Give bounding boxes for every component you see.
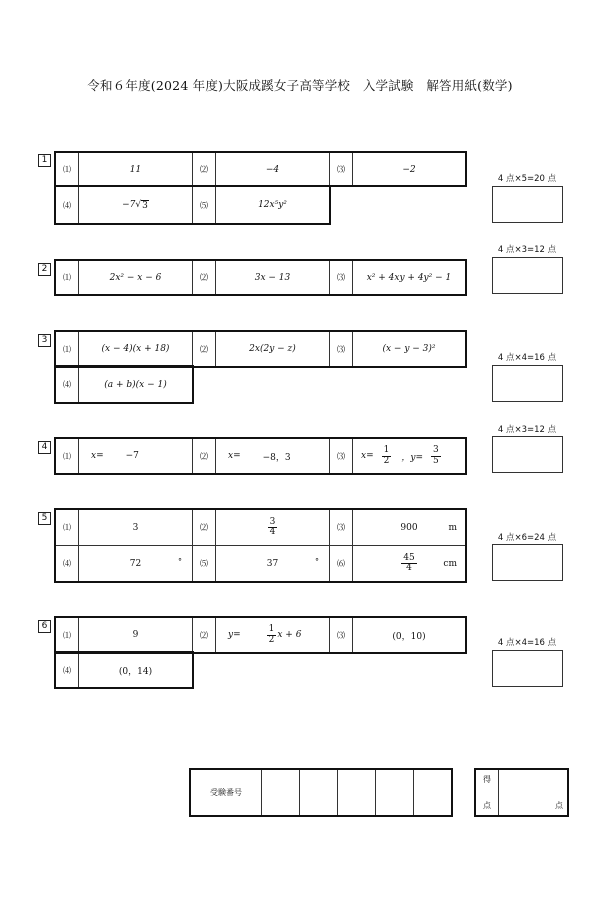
answer-6-2-rest: x + 6 <box>277 630 302 640</box>
score-allocation: 4 点×3=12 点 <box>497 425 557 435</box>
exam-number-label-cell <box>190 769 262 816</box>
label-3: ⑶ <box>329 331 353 367</box>
answer-5-3-value: 900 <box>400 522 418 533</box>
question-number: 5 <box>38 512 51 525</box>
answer-1-3: −2 <box>352 152 466 187</box>
total-score-unit: 点 <box>555 801 563 810</box>
answer-2-2: 3x − 13 <box>215 260 330 295</box>
answer-1-5: 12x⁵y² <box>215 186 330 224</box>
label-1: ⑴ <box>55 509 79 546</box>
score-box[interactable] <box>492 186 563 223</box>
label-4: ⑷ <box>55 545 79 582</box>
label-2: ⑵ <box>192 331 216 367</box>
label-3: ⑶ <box>329 260 353 295</box>
answer-4-1 <box>78 438 193 474</box>
label-2: ⑵ <box>192 260 216 295</box>
score-box[interactable] <box>492 436 563 473</box>
answer-5-6-unit: cm <box>443 558 457 569</box>
total-score-label-cell <box>475 769 499 816</box>
score-box[interactable] <box>492 365 563 402</box>
label-2: ⑵ <box>192 617 216 653</box>
answer-6-1: 9 <box>78 617 193 653</box>
answer-5-2-fraction: $\frac{3}{4}$ <box>269 516 276 537</box>
answer-5-3 <box>352 509 466 546</box>
answer-1-1: 11 <box>78 152 193 187</box>
question-number: 2 <box>38 263 51 276</box>
question-number: 4 <box>38 441 51 454</box>
exam-number-digit-box[interactable] <box>299 769 338 816</box>
exam-number-label: 受験番号 <box>210 788 242 797</box>
score-allocation: 4 点×4=16 点 <box>497 638 557 648</box>
answer-4-3 <box>352 438 466 474</box>
answer-1-4-radicand: 3 <box>142 200 148 211</box>
score-allocation: 4 点×5=20 点 <box>497 174 557 184</box>
answer-4-1-prefix: x= <box>91 451 104 461</box>
answer-5-6 <box>352 545 466 582</box>
label-1: ⑴ <box>55 152 79 187</box>
label-3: ⑶ <box>329 438 353 474</box>
answer-1-4: −7 √ 3 <box>78 186 193 224</box>
label-5: ⑸ <box>192 186 216 224</box>
score-box[interactable] <box>492 544 563 581</box>
answer-5-5 <box>215 545 330 582</box>
label-2: ⑵ <box>192 438 216 474</box>
exam-number-digit-box[interactable] <box>337 769 376 816</box>
label-3: ⑶ <box>329 152 353 187</box>
label-1: ⑴ <box>55 331 79 367</box>
answer-5-3-unit: m <box>448 522 457 533</box>
answer-4-3-fraction-x: $\frac{1}{2}$ <box>383 445 390 466</box>
answer-5-5-unit: ° <box>315 556 319 566</box>
answer-5-1: 3 <box>78 509 193 546</box>
exam-number-digit-box[interactable] <box>261 769 300 816</box>
label-6: ⑹ <box>329 545 353 582</box>
answer-4-3-prefix: x= <box>361 451 374 461</box>
score-box[interactable] <box>492 650 563 687</box>
answer-5-4 <box>78 545 193 582</box>
label-1: ⑴ <box>55 438 79 474</box>
score-allocation: 4 点×3=12 点 <box>497 245 557 255</box>
total-score-label-top: 得 <box>483 775 491 784</box>
answer-4-3-fraction-y: $\frac{3}{5}$ <box>433 445 439 466</box>
answer-4-2-prefix: x= <box>228 451 241 461</box>
label-3: ⑶ <box>329 617 353 653</box>
label-3: ⑶ <box>329 509 353 546</box>
question-number: 1 <box>38 154 51 167</box>
answer-3-2: 2x(2y − z) <box>215 331 330 367</box>
exam-number-digit-box[interactable] <box>375 769 414 816</box>
answer-2-1: 2x² − x − 6 <box>78 260 193 295</box>
answer-3-4: (a + b)(x − 1) <box>78 366 193 403</box>
label-4: ⑷ <box>55 366 79 403</box>
label-1: ⑴ <box>55 260 79 295</box>
answer-4-1-value: −7 <box>125 451 139 461</box>
label-4: ⑷ <box>55 652 79 688</box>
question-number: 6 <box>38 620 51 633</box>
label-1: ⑴ <box>55 617 79 653</box>
total-score-label-bottom: 点 <box>483 801 491 810</box>
answer-6-2 <box>215 617 330 653</box>
answer-4-2 <box>215 438 330 474</box>
answer-6-3: (0，10) <box>352 617 466 653</box>
answer-1-2: −4 <box>215 152 330 187</box>
answer-5-6-fraction: $\frac{45}{4}$ <box>403 552 415 573</box>
answer-5-2 <box>215 509 330 546</box>
score-allocation: 4 点×6=24 点 <box>497 533 557 543</box>
answer-4-3-mid: ，y= <box>401 452 423 463</box>
label-2: ⑵ <box>192 509 216 546</box>
answer-4-2-value: −8，3 <box>262 452 291 463</box>
answer-5-4-value: 72 <box>129 558 142 569</box>
label-2: ⑵ <box>192 152 216 187</box>
answer-3-3: (x − y − 3)² <box>352 331 466 367</box>
exam-number-digit-box[interactable] <box>413 769 452 816</box>
total-score-box[interactable] <box>498 769 568 816</box>
label-4: ⑷ <box>55 186 79 224</box>
score-allocation: 4 点×4=16 点 <box>497 353 557 363</box>
label-5: ⑸ <box>192 545 216 582</box>
score-box[interactable] <box>492 257 563 294</box>
answer-1-4-coef: −7 <box>122 200 136 210</box>
answer-5-5-value: 37 <box>266 558 279 569</box>
question-number: 3 <box>38 334 51 347</box>
answer-6-2-fraction: $\frac{1}{2}$ <box>268 624 275 645</box>
answer-6-4: (0，14) <box>78 652 193 688</box>
answer-6-2-prefix: y= <box>228 630 241 640</box>
answer-5-4-unit: ° <box>178 556 182 566</box>
page-title: 令和６年度(2024 年度)大阪成蹊女子高等学校 入学試験 解答用紙(数学) <box>87 78 513 93</box>
answer-3-1: (x − 4)(x + 18) <box>78 331 193 367</box>
answer-2-3: x² + 4xy + 4y² − 1 <box>352 260 466 295</box>
